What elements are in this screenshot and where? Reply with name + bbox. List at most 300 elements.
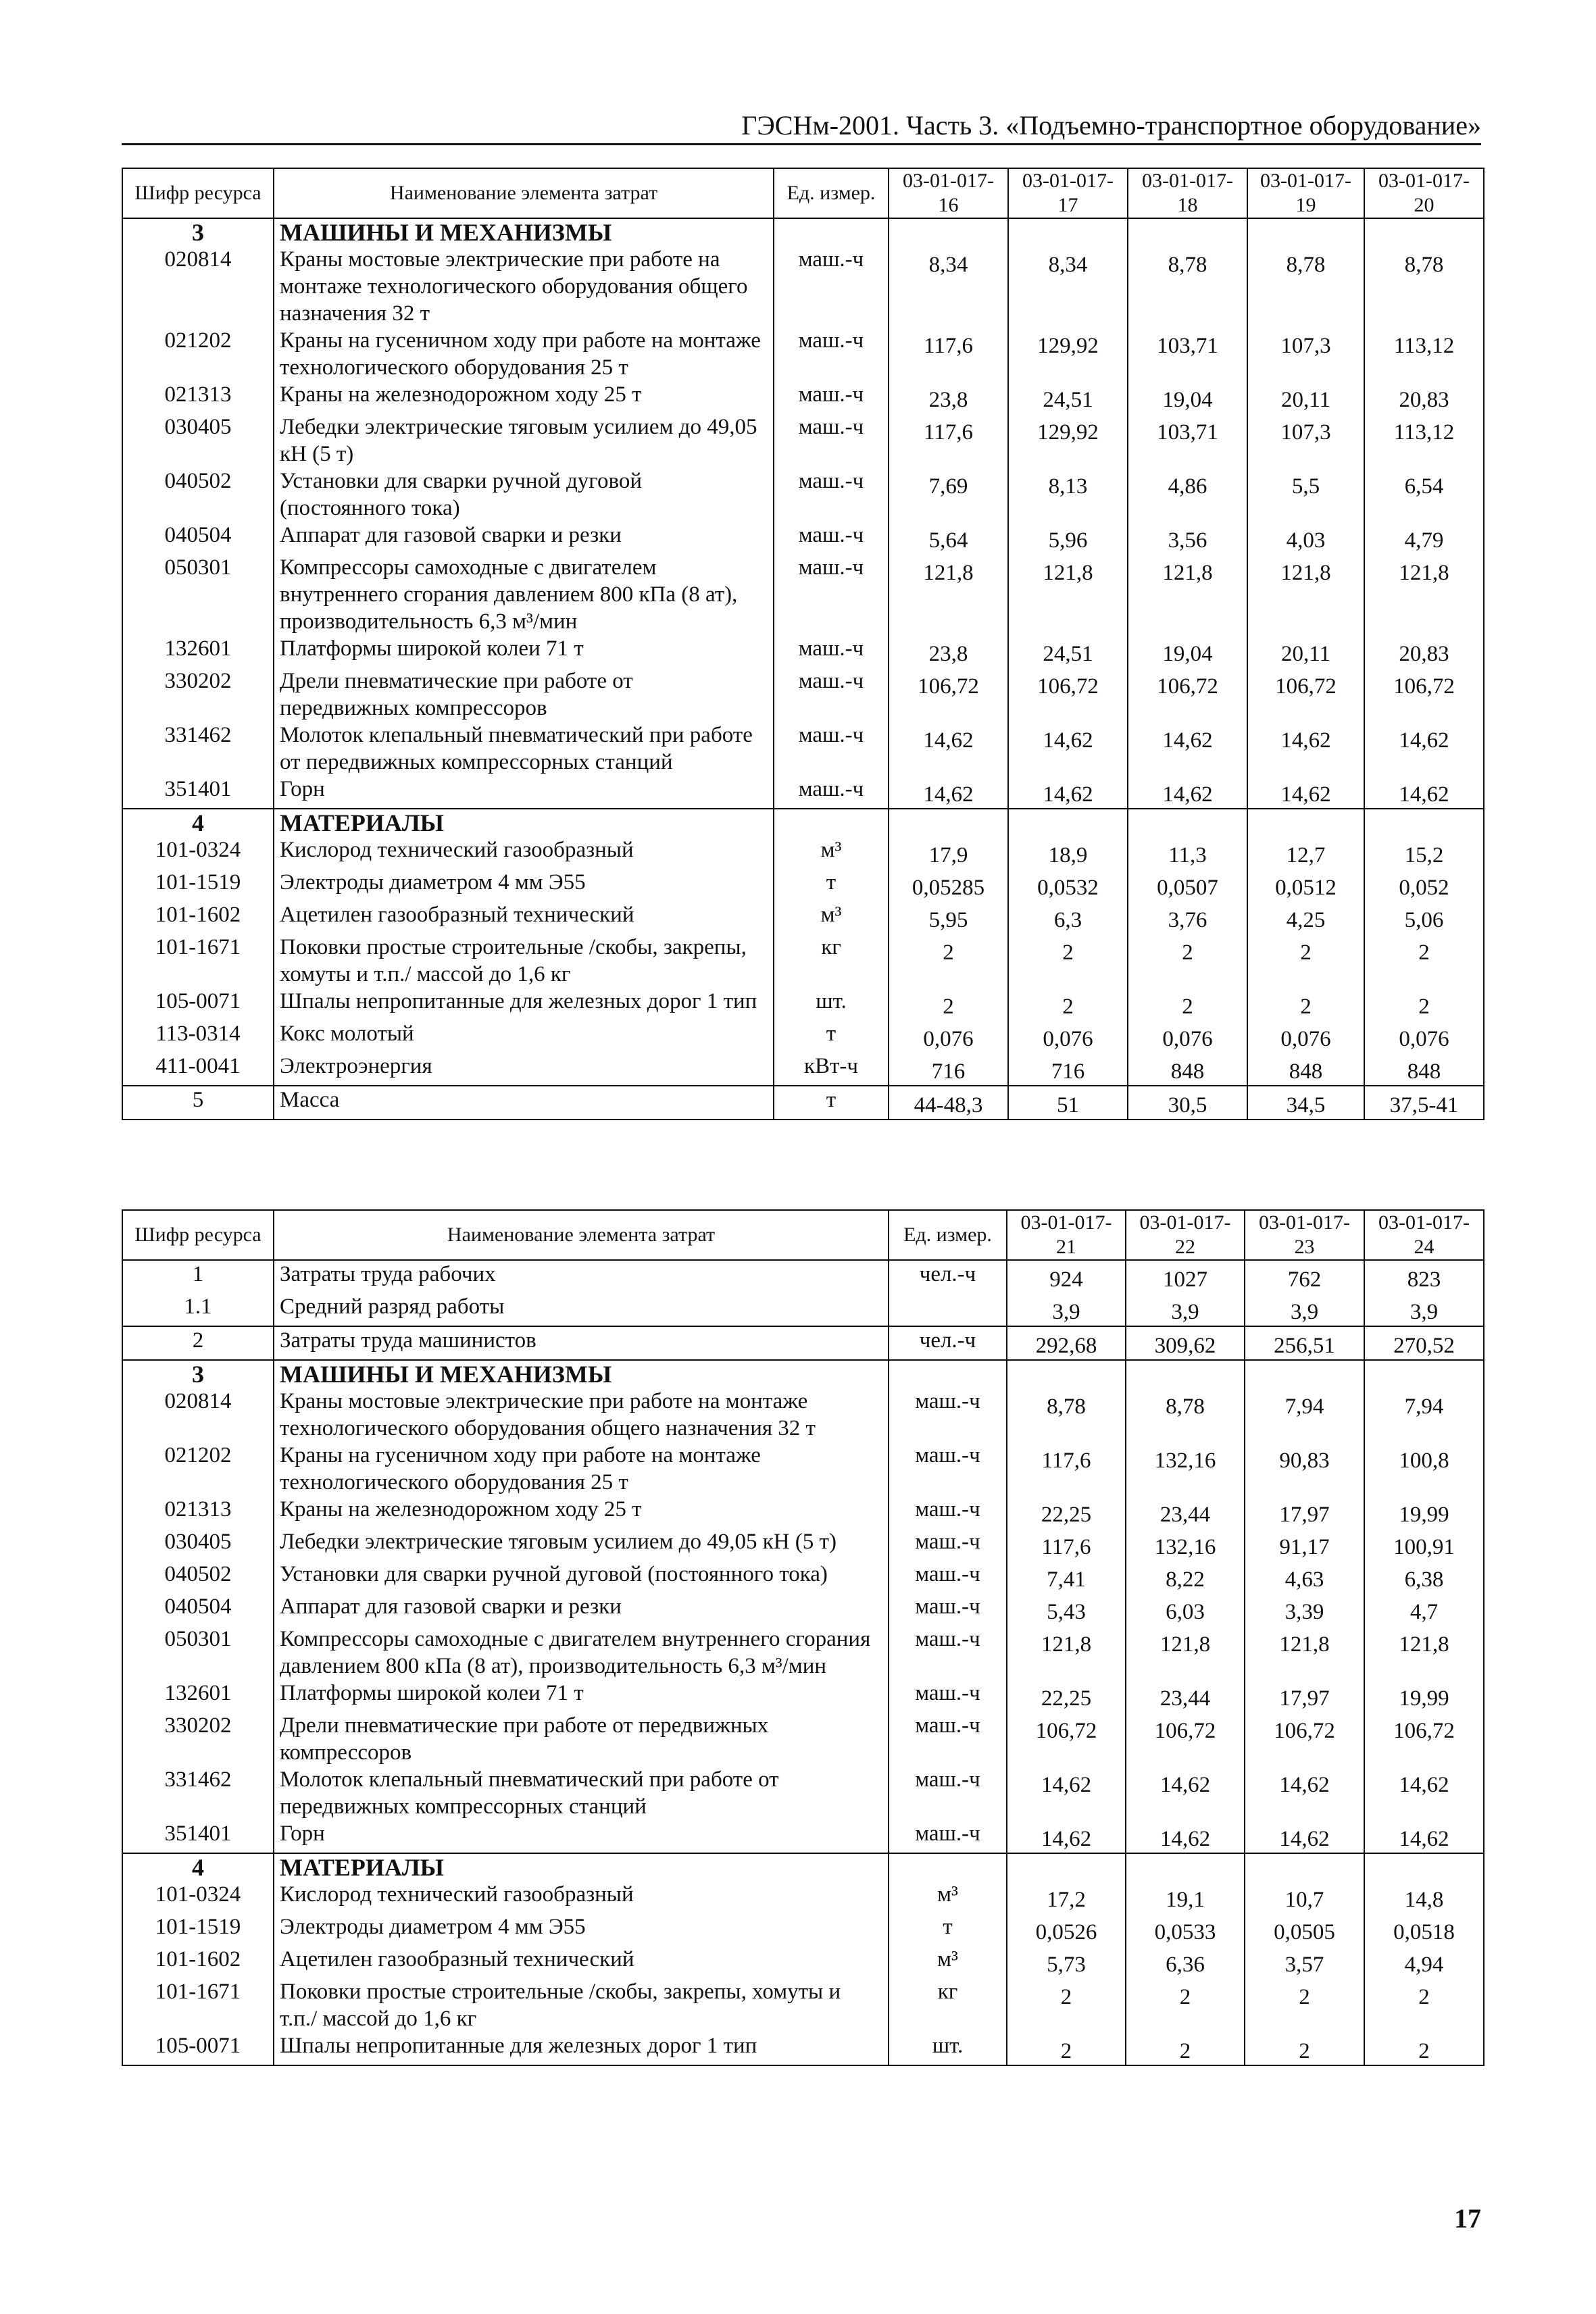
table-row <box>122 1260 1484 1293</box>
value-cell: 121,8 <box>1245 1626 1364 1680</box>
value-cell: 103,71 <box>1128 327 1247 381</box>
value-cell: 100,8 <box>1364 1442 1484 1496</box>
value-cell: 848 <box>1364 1053 1484 1086</box>
cost-element-name-cell: Дрели пневматические при работе от передвижных компрессоров <box>274 668 774 722</box>
cost-element-name-cell: Компрессоры самоходные с двигателем внутреннего сгорания давлением 800 кПа (8 ат), производительность 6,3 м³/мин <box>274 1626 889 1680</box>
unit-cell: маш.-ч <box>774 327 889 381</box>
resource-code-cell: 040504 <box>122 1593 274 1626</box>
resource-code-cell: 132601 <box>122 635 274 668</box>
value-cell: 14,62 <box>1247 776 1364 809</box>
value-cell: 100,91 <box>1364 1528 1484 1561</box>
value-cell: 8,22 <box>1126 1561 1245 1593</box>
unit-cell: чел.-ч <box>889 1326 1007 1360</box>
value-cell: 19,99 <box>1364 1496 1484 1528</box>
cost-element-name-cell: Кислород технический газообразный <box>274 836 774 869</box>
resource-table-1 <box>122 168 1485 1120</box>
value-cell: 103,71 <box>1128 413 1247 468</box>
value-cell <box>1247 218 1364 246</box>
value-cell: 4,03 <box>1247 522 1364 554</box>
cost-element-name-cell: Краны мостовые электрические при работе на монтаже технологического оборудования общего назначения 32 т <box>274 1388 889 1442</box>
unit-cell: м³ <box>889 1881 1007 1913</box>
value-cell: 14,62 <box>1364 776 1484 809</box>
unit-cell: маш.-ч <box>774 668 889 722</box>
header-col: 03-01-017-17 <box>1008 168 1128 218</box>
value-cell <box>1245 1360 1364 1388</box>
value-cell: 106,72 <box>1007 1712 1126 1766</box>
value-cell: 8,78 <box>1364 246 1484 327</box>
cost-element-name-cell: Шпалы непропитанные для железных дорог 1 тип <box>274 988 774 1020</box>
value-cell: 0,076 <box>1008 1020 1128 1053</box>
value-cell: 2 <box>1128 934 1247 988</box>
value-cell: 2 <box>1128 988 1247 1020</box>
table-row <box>122 901 1484 934</box>
unit-cell: маш.-ч <box>889 1388 1007 1442</box>
value-cell: 113,12 <box>1364 413 1484 468</box>
cost-element-name-cell: Краны на железнодорожном ходу 25 т <box>274 381 774 413</box>
value-cell: 129,92 <box>1008 413 1128 468</box>
resource-table-2 <box>122 1209 1485 2066</box>
value-cell: 106,72 <box>889 668 1008 722</box>
header-unit: Ед. измер. <box>889 1210 1007 1260</box>
value-cell: 106,72 <box>1126 1712 1245 1766</box>
resource-code-cell: 101-1671 <box>122 1978 274 2032</box>
value-cell: 23,44 <box>1126 1680 1245 1712</box>
value-cell: 0,0526 <box>1007 1913 1126 1946</box>
resource-code-cell: 101-1602 <box>122 901 274 934</box>
table-row <box>122 468 1484 522</box>
cost-element-name-cell: Молоток клепальный пневматический при работе от передвижных компрессорных станций <box>274 1766 889 1820</box>
value-cell: 117,6 <box>889 413 1008 468</box>
cost-element-name-cell: Краны на гусеничном ходу при работе на монтаже технологического оборудования 25 т <box>274 1442 889 1496</box>
value-cell: 8,78 <box>1128 246 1247 327</box>
value-cell: 14,62 <box>1245 1766 1364 1820</box>
value-cell: 91,17 <box>1245 1528 1364 1561</box>
cost-element-name-cell: Масса <box>274 1086 774 1120</box>
header-col: 03-01-017-16 <box>889 168 1008 218</box>
value-cell: 106,72 <box>1364 1712 1484 1766</box>
cost-element-name-cell: Горн <box>274 776 774 809</box>
value-cell: 20,83 <box>1364 635 1484 668</box>
cost-element-name-cell: Молоток клепальный пневматический при работе от передвижных компрессорных станций <box>274 722 774 776</box>
value-cell: 17,97 <box>1245 1680 1364 1712</box>
value-cell: 106,72 <box>1364 668 1484 722</box>
value-cell: 4,86 <box>1128 468 1247 522</box>
table-row <box>122 2032 1484 2065</box>
value-cell: 14,62 <box>1008 776 1128 809</box>
value-cell <box>1364 1853 1484 1881</box>
value-cell: 117,6 <box>889 327 1008 381</box>
table-row <box>122 934 1484 988</box>
value-cell: 256,51 <box>1245 1326 1364 1360</box>
unit-cell: маш.-ч <box>774 776 889 809</box>
table-row <box>122 722 1484 776</box>
resource-code-cell: 101-1519 <box>122 1913 274 1946</box>
value-cell: 106,72 <box>1128 668 1247 722</box>
cost-element-name-cell: Шпалы непропитанные для железных дорог 1 тип <box>274 2032 889 2065</box>
value-cell: 14,62 <box>889 722 1008 776</box>
table-row <box>122 522 1484 554</box>
cost-element-name-cell: МАТЕРИАЛЫ <box>274 809 774 836</box>
value-cell <box>1007 1360 1126 1388</box>
table-row <box>122 668 1484 722</box>
cost-element-name-cell: Затраты труда машинистов <box>274 1326 889 1360</box>
unit-cell: маш.-ч <box>889 1442 1007 1496</box>
table-row <box>122 1766 1484 1820</box>
resource-code-cell: 331462 <box>122 1766 274 1820</box>
resource-code-cell: 021202 <box>122 1442 274 1496</box>
value-cell: 14,62 <box>1126 1766 1245 1820</box>
value-cell: 0,0505 <box>1245 1913 1364 1946</box>
resource-code-cell: 351401 <box>122 1820 274 1853</box>
table-row <box>122 635 1484 668</box>
table-row <box>122 1913 1484 1946</box>
value-cell: 19,04 <box>1128 381 1247 413</box>
resource-code-cell: 040504 <box>122 522 274 554</box>
resource-code-cell: 4 <box>122 809 274 836</box>
value-cell: 2 <box>1364 1978 1484 2032</box>
value-cell: 23,44 <box>1126 1496 1245 1528</box>
cost-element-name-cell: Электроэнергия <box>274 1053 774 1086</box>
header-name: Наименование элемента затрат <box>274 168 774 218</box>
value-cell: 2 <box>889 988 1008 1020</box>
resource-code-cell: 5 <box>122 1086 274 1120</box>
value-cell: 2 <box>1126 2032 1245 2065</box>
value-cell: 0,0532 <box>1008 869 1128 901</box>
resource-code-cell: 1.1 <box>122 1293 274 1326</box>
cost-element-name-cell: МАШИНЫ И МЕХАНИЗМЫ <box>274 218 774 246</box>
value-cell: 19,1 <box>1126 1881 1245 1913</box>
unit-cell: м³ <box>774 836 889 869</box>
cost-element-name-cell: Поковки простые строительные /скобы, закрепы, хомуты и т.п./ массой до 1,6 кг <box>274 1978 889 2032</box>
resource-code-cell: 1 <box>122 1260 274 1293</box>
value-cell: 113,12 <box>1364 327 1484 381</box>
value-cell <box>1008 809 1128 836</box>
unit-cell: маш.-ч <box>889 1561 1007 1593</box>
table-row <box>122 1946 1484 1978</box>
value-cell: 4,63 <box>1245 1561 1364 1593</box>
value-cell <box>1126 1360 1245 1388</box>
section-row <box>122 809 1484 836</box>
unit-cell: маш.-ч <box>889 1712 1007 1766</box>
resource-code-cell: 105-0071 <box>122 2032 274 2065</box>
value-cell <box>1245 1853 1364 1881</box>
resource-code-cell: 330202 <box>122 668 274 722</box>
value-cell: 6,3 <box>1008 901 1128 934</box>
unit-cell: маш.-ч <box>774 381 889 413</box>
unit-cell: кг <box>774 934 889 988</box>
header-col: 03-01-017-21 <box>1007 1210 1126 1260</box>
unit-cell: м³ <box>774 901 889 934</box>
value-cell: 14,62 <box>1364 1766 1484 1820</box>
value-cell: 24,51 <box>1008 381 1128 413</box>
value-cell: 121,8 <box>1126 1626 1245 1680</box>
value-cell: 0,0533 <box>1126 1913 1245 1946</box>
value-cell: 2 <box>1247 988 1364 1020</box>
unit-cell: маш.-ч <box>774 522 889 554</box>
value-cell: 14,62 <box>889 776 1008 809</box>
value-cell: 22,25 <box>1007 1496 1126 1528</box>
resource-code-cell: 020814 <box>122 1388 274 1442</box>
value-cell: 924 <box>1007 1260 1126 1293</box>
value-cell: 6,38 <box>1364 1561 1484 1593</box>
value-cell: 3,9 <box>1245 1293 1364 1326</box>
value-cell: 7,94 <box>1245 1388 1364 1442</box>
value-cell <box>1247 809 1364 836</box>
cost-element-name-cell: Кокс молотый <box>274 1020 774 1053</box>
value-cell: 716 <box>889 1053 1008 1086</box>
cost-element-name-cell: Лебедки электрические тяговым усилием до 49,05 кН (5 т) <box>274 1528 889 1561</box>
value-cell: 37,5-41 <box>1364 1086 1484 1120</box>
value-cell <box>1128 809 1247 836</box>
value-cell: 17,97 <box>1245 1496 1364 1528</box>
value-cell: 14,62 <box>1245 1820 1364 1853</box>
value-cell: 22,25 <box>1007 1680 1126 1712</box>
value-cell: 106,72 <box>1247 668 1364 722</box>
table-row <box>122 1978 1484 2032</box>
resource-code-cell: 030405 <box>122 1528 274 1561</box>
cost-element-name-cell: МАШИНЫ И МЕХАНИЗМЫ <box>274 1360 889 1388</box>
value-cell: 44-48,3 <box>889 1086 1008 1120</box>
resource-code-cell: 132601 <box>122 1680 274 1712</box>
value-cell: 14,62 <box>1007 1766 1126 1820</box>
table-row <box>122 1626 1484 1680</box>
resource-code-cell: 331462 <box>122 722 274 776</box>
section-row <box>122 1853 1484 1881</box>
header-col: 03-01-017-20 <box>1364 168 1484 218</box>
resource-code-cell: 020814 <box>122 246 274 327</box>
value-cell <box>889 218 1008 246</box>
unit-cell <box>889 1293 1007 1326</box>
value-cell: 17,2 <box>1007 1881 1126 1913</box>
value-cell: 10,7 <box>1245 1881 1364 1913</box>
value-cell: 0,076 <box>1247 1020 1364 1053</box>
value-cell: 2 <box>889 934 1008 988</box>
resource-code-cell: 3 <box>122 218 274 246</box>
value-cell: 0,052 <box>1364 869 1484 901</box>
cost-element-name-cell: Поковки простые строительные /скобы, закрепы, хомуты и т.п./ массой до 1,6 кг <box>274 934 774 988</box>
value-cell: 20,11 <box>1247 635 1364 668</box>
header-unit: Ед. измер. <box>774 168 889 218</box>
table-row <box>122 1820 1484 1853</box>
value-cell: 121,8 <box>1008 554 1128 635</box>
value-cell <box>1126 1853 1245 1881</box>
value-cell: 7,69 <box>889 468 1008 522</box>
cost-element-name-cell: МАТЕРИАЛЫ <box>274 1853 889 1881</box>
header-col: 03-01-017-19 <box>1247 168 1364 218</box>
table-header-row <box>122 1210 1484 1260</box>
value-cell: 762 <box>1245 1260 1364 1293</box>
resource-code-cell: 113-0314 <box>122 1020 274 1053</box>
resource-code-cell: 330202 <box>122 1712 274 1766</box>
resource-code-cell: 3 <box>122 1360 274 1388</box>
value-cell <box>889 809 1008 836</box>
value-cell: 30,5 <box>1128 1086 1247 1120</box>
value-cell: 292,68 <box>1007 1326 1126 1360</box>
cost-element-name-cell: Краны мостовые электрические при работе на монтаже технологического оборудования общего назначения 32 т <box>274 246 774 327</box>
table-row <box>122 327 1484 381</box>
value-cell <box>1008 218 1128 246</box>
value-cell: 107,3 <box>1247 327 1364 381</box>
value-cell: 15,2 <box>1364 836 1484 869</box>
value-cell: 106,72 <box>1245 1712 1364 1766</box>
header-col: 03-01-017-24 <box>1364 1210 1484 1260</box>
cost-element-name-cell: Компрессоры самоходные с двигателем внутреннего сгорания давлением 800 кПа (8 ат), производительность 6,3 м³/мин <box>274 554 774 635</box>
value-cell <box>1364 1360 1484 1388</box>
value-cell <box>1364 218 1484 246</box>
value-cell: 2 <box>1247 934 1364 988</box>
value-cell: 5,73 <box>1007 1946 1126 1978</box>
value-cell: 121,8 <box>1128 554 1247 635</box>
value-cell: 0,0512 <box>1247 869 1364 901</box>
value-cell: 23,8 <box>889 381 1008 413</box>
cost-element-name-cell: Краны на железнодорожном ходу 25 т <box>274 1496 889 1528</box>
value-cell: 20,11 <box>1247 381 1364 413</box>
table-row <box>122 413 1484 468</box>
resource-code-cell: 021313 <box>122 1496 274 1528</box>
value-cell: 51 <box>1008 1086 1128 1120</box>
value-cell: 309,62 <box>1126 1326 1245 1360</box>
header-name: Наименование элемента затрат <box>274 1210 889 1260</box>
table-row <box>122 1020 1484 1053</box>
unit-cell: маш.-ч <box>774 554 889 635</box>
value-cell <box>1128 218 1247 246</box>
value-cell: 5,43 <box>1007 1593 1126 1626</box>
value-cell: 117,6 <box>1007 1528 1126 1561</box>
table-row <box>122 1593 1484 1626</box>
resource-code-cell: 101-1602 <box>122 1946 274 1978</box>
cost-element-name-cell: Аппарат для газовой сварки и резки <box>274 1593 889 1626</box>
section-row <box>122 1360 1484 1388</box>
cost-element-name-cell: Установки для сварки ручной дуговой (постоянного тока) <box>274 1561 889 1593</box>
value-cell: 3,9 <box>1364 1293 1484 1326</box>
value-cell: 2 <box>1245 1978 1364 2032</box>
unit-cell <box>889 1360 1007 1388</box>
value-cell: 5,5 <box>1247 468 1364 522</box>
value-cell: 8,78 <box>1247 246 1364 327</box>
header-col: 03-01-017-18 <box>1128 168 1247 218</box>
unit-cell: маш.-ч <box>889 1766 1007 1820</box>
value-cell: 0,076 <box>1364 1020 1484 1053</box>
value-cell: 3,76 <box>1128 901 1247 934</box>
unit-cell: маш.-ч <box>774 413 889 468</box>
value-cell: 4,25 <box>1247 901 1364 934</box>
value-cell: 117,6 <box>1007 1442 1126 1496</box>
value-cell: 0,05285 <box>889 869 1008 901</box>
value-cell: 4,7 <box>1364 1593 1484 1626</box>
value-cell: 132,16 <box>1126 1528 1245 1561</box>
table-row <box>122 1293 1484 1326</box>
value-cell: 2 <box>1364 988 1484 1020</box>
unit-cell: маш.-ч <box>774 246 889 327</box>
table-body <box>122 1260 1484 2065</box>
value-cell: 3,9 <box>1126 1293 1245 1326</box>
value-cell: 121,8 <box>889 554 1008 635</box>
value-cell: 14,62 <box>1128 722 1247 776</box>
unit-cell: маш.-ч <box>889 1593 1007 1626</box>
table-row <box>122 1326 1484 1360</box>
value-cell: 8,13 <box>1008 468 1128 522</box>
value-cell: 18,9 <box>1008 836 1128 869</box>
unit-cell: маш.-ч <box>889 1820 1007 1853</box>
value-cell: 14,62 <box>1364 722 1484 776</box>
value-cell: 14,62 <box>1128 776 1247 809</box>
value-cell: 24,51 <box>1008 635 1128 668</box>
header-col: 03-01-017-23 <box>1245 1210 1364 1260</box>
resource-code-cell: 101-0324 <box>122 836 274 869</box>
page-number: 17 <box>1454 2203 1481 2234</box>
resource-code-cell: 101-0324 <box>122 1881 274 1913</box>
resource-code-cell: 040502 <box>122 468 274 522</box>
resource-code-cell: 101-1671 <box>122 934 274 988</box>
unit-cell: т <box>774 1086 889 1120</box>
cost-element-name-cell: Лебедки электрические тяговым усилием до 49,05 кН (5 т) <box>274 413 774 468</box>
table-row <box>122 1442 1484 1496</box>
unit-cell: маш.-ч <box>889 1680 1007 1712</box>
value-cell: 8,34 <box>1008 246 1128 327</box>
value-cell: 121,8 <box>1007 1626 1126 1680</box>
unit-cell: т <box>774 869 889 901</box>
value-cell: 106,72 <box>1008 668 1128 722</box>
value-cell: 34,5 <box>1247 1086 1364 1120</box>
value-cell: 0,0507 <box>1128 869 1247 901</box>
cost-element-name-cell: Аппарат для газовой сварки и резки <box>274 522 774 554</box>
value-cell: 8,78 <box>1007 1388 1126 1442</box>
value-cell: 11,3 <box>1128 836 1247 869</box>
unit-cell: маш.-ч <box>889 1626 1007 1680</box>
value-cell: 848 <box>1247 1053 1364 1086</box>
value-cell <box>1007 1853 1126 1881</box>
value-cell: 2 <box>1364 2032 1484 2065</box>
table-row <box>122 381 1484 413</box>
value-cell: 121,8 <box>1247 554 1364 635</box>
value-cell: 8,34 <box>889 246 1008 327</box>
header-code: Шифр ресурса <box>122 1210 274 1260</box>
table-row <box>122 1388 1484 1442</box>
value-cell: 3,57 <box>1245 1946 1364 1978</box>
value-cell: 0,0518 <box>1364 1913 1484 1946</box>
table-row <box>122 988 1484 1020</box>
value-cell: 2 <box>1008 988 1128 1020</box>
unit-cell: маш.-ч <box>889 1496 1007 1528</box>
value-cell: 6,36 <box>1126 1946 1245 1978</box>
table-row <box>122 869 1484 901</box>
value-cell: 8,78 <box>1126 1388 1245 1442</box>
value-cell: 4,94 <box>1364 1946 1484 1978</box>
unit-cell <box>774 218 889 246</box>
unit-cell: маш.-ч <box>889 1528 1007 1561</box>
table-row <box>122 1086 1484 1120</box>
value-cell: 823 <box>1364 1260 1484 1293</box>
value-cell: 20,83 <box>1364 381 1484 413</box>
cost-element-name-cell: Электроды диаметром 4 мм Э55 <box>274 1913 889 1946</box>
value-cell: 0,076 <box>889 1020 1008 1053</box>
cost-element-name-cell: Затраты труда рабочих <box>274 1260 889 1293</box>
table-row <box>122 776 1484 809</box>
resource-code-cell: 021202 <box>122 327 274 381</box>
value-cell: 12,7 <box>1247 836 1364 869</box>
value-cell: 716 <box>1008 1053 1128 1086</box>
value-cell: 14,8 <box>1364 1881 1484 1913</box>
cost-element-name-cell: Горн <box>274 1820 889 1853</box>
table-row <box>122 1561 1484 1593</box>
table-row <box>122 246 1484 327</box>
value-cell: 270,52 <box>1364 1326 1484 1360</box>
resource-code-cell: 4 <box>122 1853 274 1881</box>
table-row <box>122 1712 1484 1766</box>
value-cell: 2 <box>1008 934 1128 988</box>
table-row <box>122 1053 1484 1086</box>
value-cell: 848 <box>1128 1053 1247 1086</box>
